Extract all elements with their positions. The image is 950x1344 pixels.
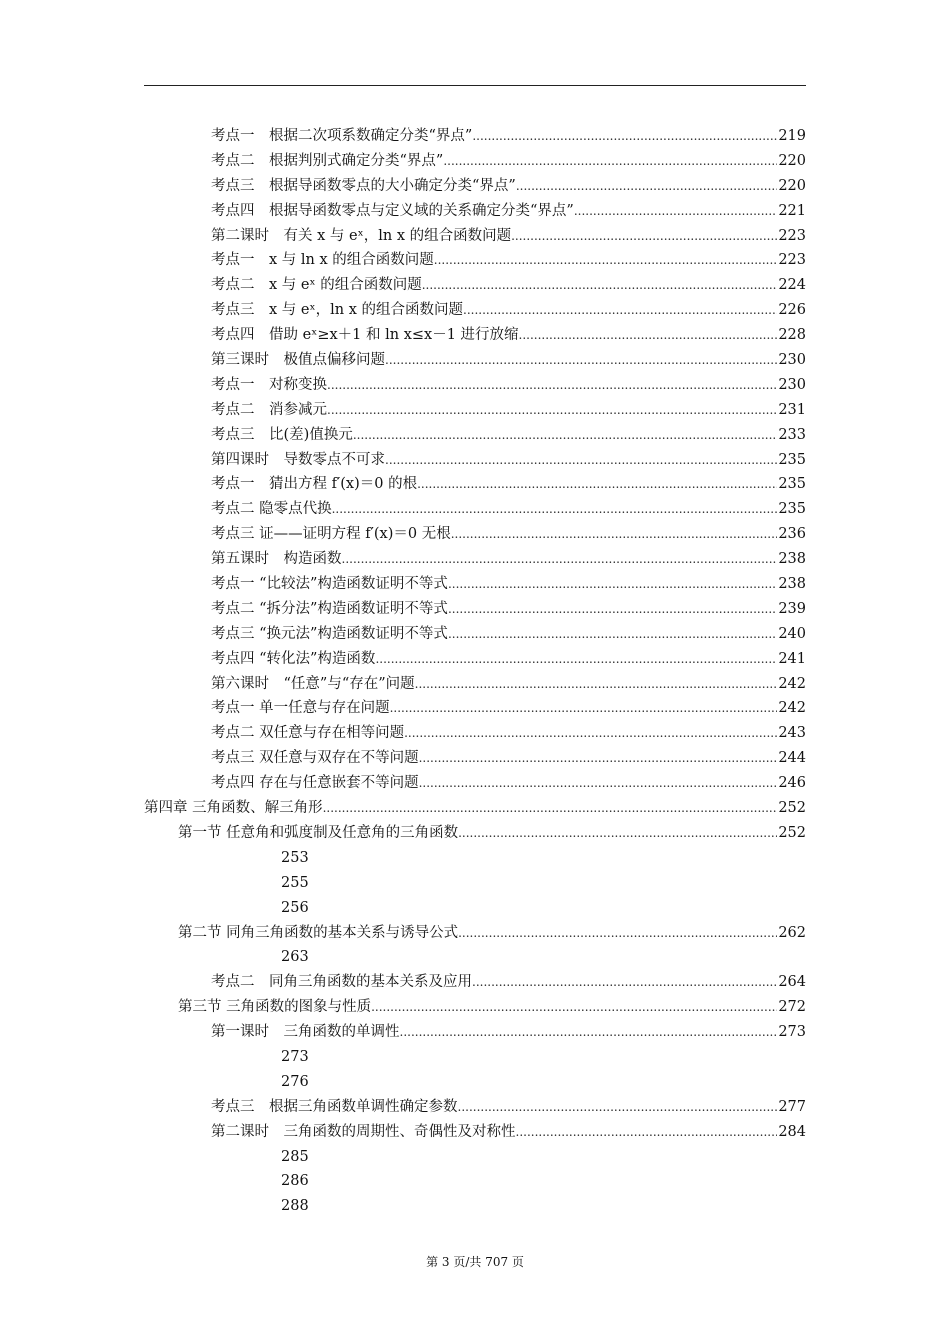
toc-entry-title: 考点一 根据二次项系数确定分类“界点” — [211, 128, 473, 144]
toc-entry[interactable] — [0, 373, 806, 398]
toc-entry[interactable] — [0, 1145, 806, 1170]
toc-page-number: 285 — [281, 1148, 309, 1165]
toc-page-number: 235 — [778, 476, 806, 493]
toc-dot-leader — [415, 672, 778, 697]
toc-entry[interactable] — [0, 921, 806, 946]
toc-entry-title: 考点一 猜出方程 f′(x)＝0 的根 — [211, 476, 418, 493]
toc-entry[interactable] — [0, 721, 806, 746]
toc-entry-title: 考点二 双任意与存在相等问题 — [211, 725, 405, 742]
toc-page-number: 224 — [778, 277, 806, 294]
page-footer: 第 3 页/共 707 页 — [426, 1255, 524, 1269]
toc-entry[interactable] — [0, 348, 806, 373]
toc-entry-title: 考点四 根据导函数零点与定义域的关系确定分类“界点” — [211, 202, 574, 219]
toc-page-number: 223 — [778, 227, 806, 244]
toc-dot-leader — [419, 746, 778, 771]
toc-dot-leader — [448, 597, 777, 622]
toc-entry[interactable] — [0, 224, 806, 249]
toc-entry[interactable] — [0, 970, 806, 995]
toc-entry-title: 第四课时 导数零点不可求 — [211, 451, 385, 468]
toc-dot-leader — [472, 124, 777, 149]
toc-page-number: 228 — [778, 327, 806, 344]
toc-dot-leader — [422, 273, 778, 298]
toc-entry[interactable] — [0, 1045, 806, 1070]
toc-dot-leader — [323, 796, 778, 821]
toc-dot-leader — [390, 696, 778, 721]
toc-dot-leader — [327, 373, 777, 398]
toc-dot-leader — [448, 622, 777, 647]
toc-dot-leader — [472, 970, 777, 995]
toc-entry[interactable] — [0, 149, 806, 174]
toc-page-number: 288 — [281, 1198, 309, 1215]
toc-entry[interactable] — [0, 199, 806, 224]
toc-entry-title: 考点二 根据判别式确定分类“界点” — [211, 152, 444, 169]
toc-entry-title: 考点三 x 与 eˣ，ln x 的组合函数问题 — [211, 302, 463, 319]
toc-page-number: 273 — [778, 1024, 806, 1041]
toc-dot-leader — [385, 348, 777, 373]
toc-entry[interactable] — [0, 1194, 806, 1219]
toc-dot-leader — [511, 224, 777, 249]
toc-dot-leader — [332, 497, 778, 522]
toc-page-number: 252 — [778, 824, 806, 841]
toc-entry[interactable] — [0, 622, 806, 647]
toc-entry[interactable] — [0, 323, 806, 348]
toc-dot-leader — [443, 149, 777, 174]
toc-entry[interactable] — [0, 1020, 806, 1045]
toc-page-number: 220 — [778, 152, 806, 169]
toc-entry[interactable] — [0, 398, 806, 423]
toc-entry-title: 考点二 消参减元 — [211, 401, 327, 418]
toc-entry-title: 考点二 x 与 eˣ 的组合函数问题 — [211, 277, 422, 294]
toc-entry-title: 考点四 存在与任意嵌套不等问题 — [211, 775, 419, 792]
toc-page-number: 272 — [778, 999, 806, 1016]
toc-page-number: 236 — [778, 526, 806, 543]
toc-entry[interactable] — [0, 871, 806, 896]
toc-entry[interactable] — [0, 1120, 806, 1145]
toc-entry[interactable] — [0, 1070, 806, 1095]
toc-dot-leader — [451, 522, 778, 547]
toc-entry[interactable] — [0, 298, 806, 323]
toc-entry-title: 考点三 双任意与双存在不等问题 — [211, 750, 419, 767]
toc-page-number: 221 — [778, 202, 806, 219]
toc-entry[interactable] — [0, 597, 806, 622]
toc-page-number: 262 — [778, 924, 806, 941]
toc-entry[interactable] — [0, 472, 806, 497]
toc-dot-leader — [404, 721, 777, 746]
toc-dot-leader — [448, 572, 777, 597]
toc-entry-title: 考点一 x 与 ln x 的组合函数问题 — [211, 252, 434, 269]
toc-page-number: 231 — [778, 401, 806, 418]
toc-entry[interactable] — [0, 771, 806, 796]
toc-entry[interactable] — [0, 821, 806, 846]
toc-dot-leader — [371, 995, 777, 1020]
toc-dot-leader — [327, 398, 777, 423]
toc-page-number: 239 — [778, 600, 806, 617]
toc-page-number: 243 — [778, 725, 806, 742]
toc-page-number: 242 — [778, 700, 806, 717]
toc-page-number: 241 — [778, 650, 806, 667]
toc-page-number: 264 — [778, 974, 806, 991]
toc-page-number: 223 — [778, 252, 806, 269]
toc-entry-title: 第五课时 构造函数 — [211, 551, 342, 568]
toc-page-number: 276 — [281, 1073, 309, 1090]
toc-entry-title: 考点二 隐零点代换 — [211, 501, 332, 518]
header-rule — [144, 85, 806, 86]
toc-entry[interactable] — [0, 497, 806, 522]
toc-entry[interactable] — [0, 696, 806, 721]
toc-page-number: 233 — [778, 426, 806, 443]
toc-dot-leader — [419, 771, 778, 796]
toc-entry[interactable] — [0, 846, 806, 871]
toc-dot-leader — [516, 1120, 778, 1145]
toc-entry-title: 考点三 根据三角函数单调性确定参数 — [211, 1098, 458, 1115]
toc-page-number: 238 — [778, 551, 806, 568]
toc-entry-title: 第四章 三角函数、解三角形 — [144, 800, 323, 817]
toc-page-number: 230 — [778, 376, 806, 393]
toc-dot-leader — [400, 1020, 778, 1045]
toc-dot-leader — [519, 323, 778, 348]
toc-page-number: 226 — [778, 302, 806, 319]
toc-page-number: 252 — [778, 800, 806, 817]
toc-dot-leader — [458, 1095, 778, 1120]
toc-entry-title: 第一节 任意角和弧度制及任意角的三角函数 — [178, 824, 459, 841]
toc-entry[interactable] — [0, 647, 806, 672]
toc-entry[interactable] — [0, 273, 806, 298]
toc-entry[interactable] — [0, 746, 806, 771]
toc-dot-leader — [434, 248, 778, 273]
toc-entry[interactable] — [0, 423, 806, 448]
toc-dot-leader — [417, 472, 777, 497]
toc-entry-title: 考点一 对称变换 — [211, 376, 327, 393]
toc-dot-leader — [458, 821, 777, 846]
toc-page-number: 253 — [281, 849, 309, 866]
toc-page-number: 238 — [778, 576, 806, 593]
toc-entry-title: 考点一 “比较法”构造函数证明不等式 — [211, 576, 448, 593]
toc-page-number: 242 — [778, 675, 806, 692]
toc-page-number: 230 — [778, 352, 806, 369]
toc-entry-title: 第二课时 三角函数的周期性、奇偶性及对称性 — [211, 1123, 516, 1140]
toc-entry-title: 考点三 比(差)值换元 — [211, 426, 353, 443]
toc-dot-leader — [458, 921, 777, 946]
toc-dot-leader — [516, 174, 777, 199]
toc-entry[interactable] — [0, 796, 806, 821]
toc-entry[interactable] — [0, 995, 806, 1020]
toc-entry-title: 第六课时 “任意”与“存在”问题 — [211, 675, 415, 692]
toc-page-number: 255 — [281, 874, 309, 891]
toc-entry[interactable] — [0, 248, 806, 273]
toc-page-number: 256 — [281, 899, 309, 916]
toc-entry[interactable] — [0, 896, 806, 921]
toc-entry[interactable] — [0, 945, 806, 970]
toc-page-number: 273 — [281, 1048, 309, 1065]
toc-page-number: 286 — [281, 1173, 309, 1190]
toc-entry[interactable] — [0, 448, 806, 473]
toc-dot-leader — [574, 199, 777, 224]
toc-entry[interactable] — [0, 174, 806, 199]
toc-entry[interactable] — [0, 672, 806, 697]
toc-page-number: 240 — [778, 625, 806, 642]
toc-entry-title: 第二节 同角三角函数的基本关系与诱导公式 — [178, 924, 459, 941]
toc-page-number: 263 — [281, 949, 309, 966]
table-of-contents — [0, 124, 950, 1219]
toc-entry-title: 第一课时 三角函数的单调性 — [211, 1024, 400, 1041]
toc-dot-leader — [385, 448, 777, 473]
toc-entry-title: 考点二 同角三角函数的基本关系及应用 — [211, 974, 472, 991]
toc-entry-title: 第二课时 有关 x 与 eˣ，ln x 的组合函数问题 — [211, 227, 512, 244]
toc-entry[interactable] — [0, 522, 806, 547]
toc-dot-leader — [342, 547, 778, 572]
toc-entry[interactable] — [0, 1095, 806, 1120]
toc-page-number: 220 — [778, 177, 806, 194]
toc-entry-title: 考点三 “换元法”构造函数证明不等式 — [211, 625, 448, 642]
toc-page-number: 235 — [778, 451, 806, 468]
toc-page-number: 277 — [778, 1098, 806, 1115]
toc-page-number: 246 — [778, 775, 806, 792]
toc-entry-title: 考点四 借助 eˣ≥x＋1 和 ln x≤x－1 进行放缩 — [211, 327, 519, 344]
toc-entry[interactable] — [0, 1169, 806, 1194]
toc-entry[interactable] — [0, 572, 806, 597]
toc-page-number: 244 — [778, 750, 806, 767]
toc-entry-title: 考点二 “拆分法”构造函数证明不等式 — [211, 600, 448, 617]
toc-entry[interactable] — [0, 124, 806, 149]
toc-dot-leader — [375, 647, 777, 672]
toc-entry-title: 考点三 证——证明方程 f′(x)＝0 无根 — [211, 526, 451, 543]
toc-dot-leader — [463, 298, 777, 323]
toc-entry-title: 考点四 “转化法”构造函数 — [211, 650, 376, 667]
toc-entry-title: 第三节 三角函数的图象与性质 — [178, 999, 372, 1016]
toc-page-number: 219 — [778, 128, 806, 144]
toc-entry-title: 考点一 单一任意与存在问题 — [211, 700, 390, 717]
toc-page-number: 284 — [778, 1123, 806, 1140]
toc-dot-leader — [353, 423, 777, 448]
toc-entry[interactable] — [0, 547, 806, 572]
toc-page-number: 235 — [778, 501, 806, 518]
toc-entry-title: 第三课时 极值点偏移问题 — [211, 352, 385, 369]
toc-entry-title: 考点三 根据导函数零点的大小确定分类“界点” — [211, 177, 516, 194]
